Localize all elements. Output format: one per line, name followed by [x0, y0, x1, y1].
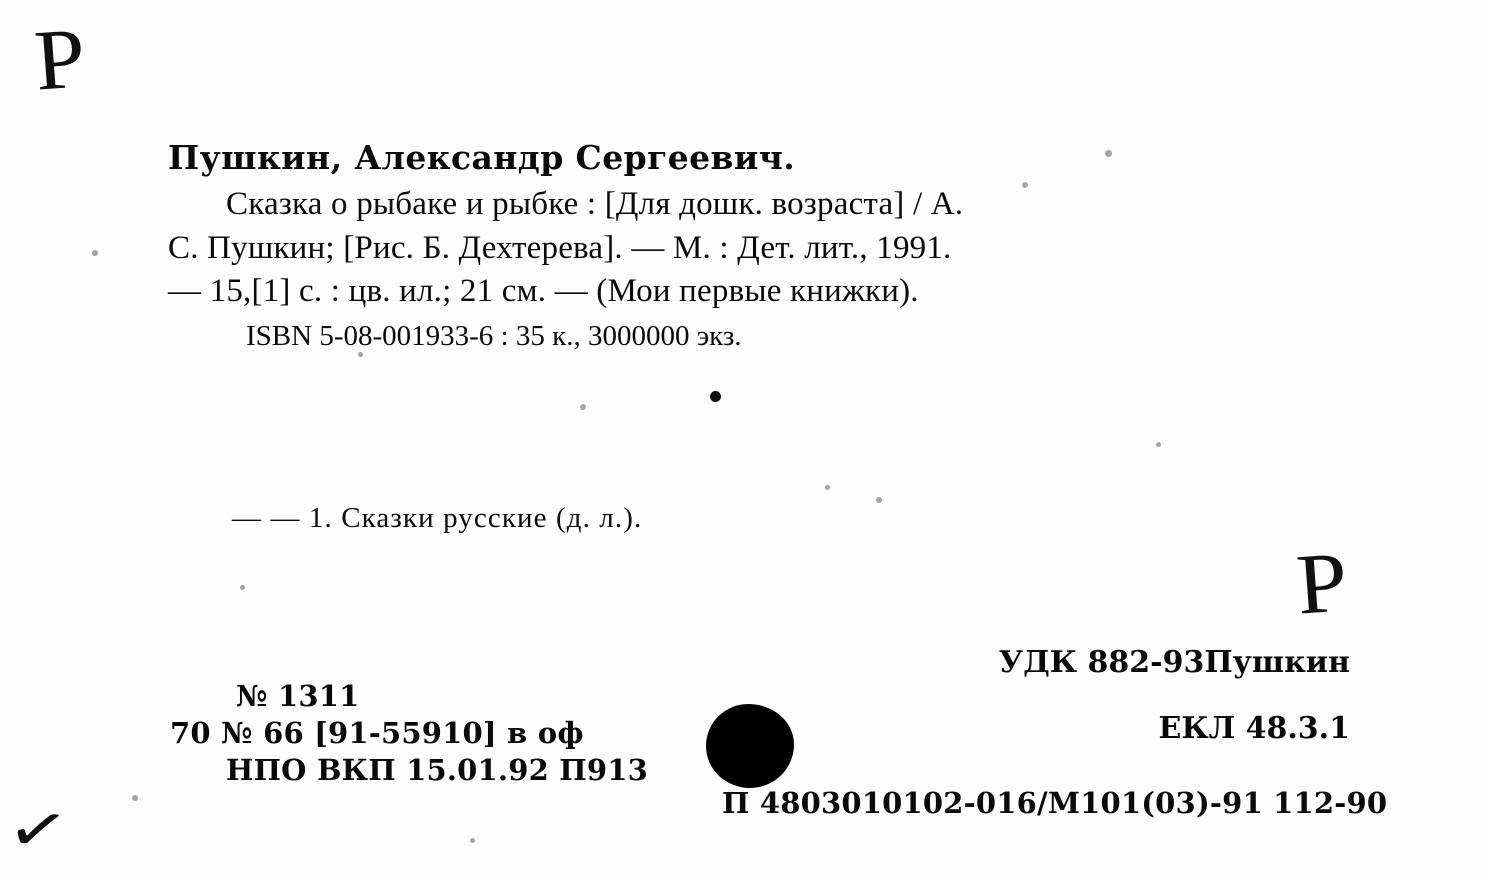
author-heading: Пушкин, Александр Сергеевич.: [168, 138, 796, 177]
title-statement-line-1: Сказка о рыбаке и рыбке : [Для дошк. возраста] / А.: [226, 186, 964, 222]
title-statement-line-3: — 15,[1] с. : цв. ил.; 21 см. — (Мои первые книжки).: [168, 273, 919, 310]
publisher-code: П 4803010102-016/М101(03)-91 112-90: [722, 786, 1388, 820]
ink-blot: [706, 704, 794, 788]
paper-speck: [240, 585, 245, 590]
classification-block: [998, 645, 1350, 746]
handwritten-check-mark: ✓: [2, 792, 74, 870]
accession-number: № 1311: [236, 679, 360, 713]
processing-stamp: НПО ВКП 15.01.92 П913: [226, 753, 648, 788]
subject-tracing: — — 1. Сказки русские (д. л.).: [232, 502, 643, 534]
accession-stamp: [170, 678, 648, 789]
paper-speck: [825, 485, 830, 490]
handwritten-p-mark-right: P: [1293, 533, 1351, 633]
udc-number: УДК 882-93Пушкин: [998, 645, 1350, 680]
bibliographic-record: [168, 138, 1368, 355]
paper-speck: [1156, 442, 1161, 447]
center-dot-mark: [710, 391, 721, 402]
paper-speck: [132, 795, 138, 801]
handwritten-p-mark-top-left: P: [31, 9, 89, 109]
paper-speck: [92, 250, 98, 256]
paper-speck: [580, 404, 586, 410]
isbn-line: ISBN 5-08-001933-6 : 35 к., 3000000 экз.: [246, 319, 742, 352]
ekl-number: ЕКЛ 48.3.1: [1158, 711, 1350, 746]
paper-speck: [470, 838, 475, 843]
order-number: 70 № 66 [91-55910] в оф: [170, 716, 584, 751]
title-statement-line-2: С. Пушкин; [Рис. Б. Дехтерева]. — М. : Дет. лит., 1991.: [168, 229, 952, 266]
paper-speck: [876, 497, 882, 503]
